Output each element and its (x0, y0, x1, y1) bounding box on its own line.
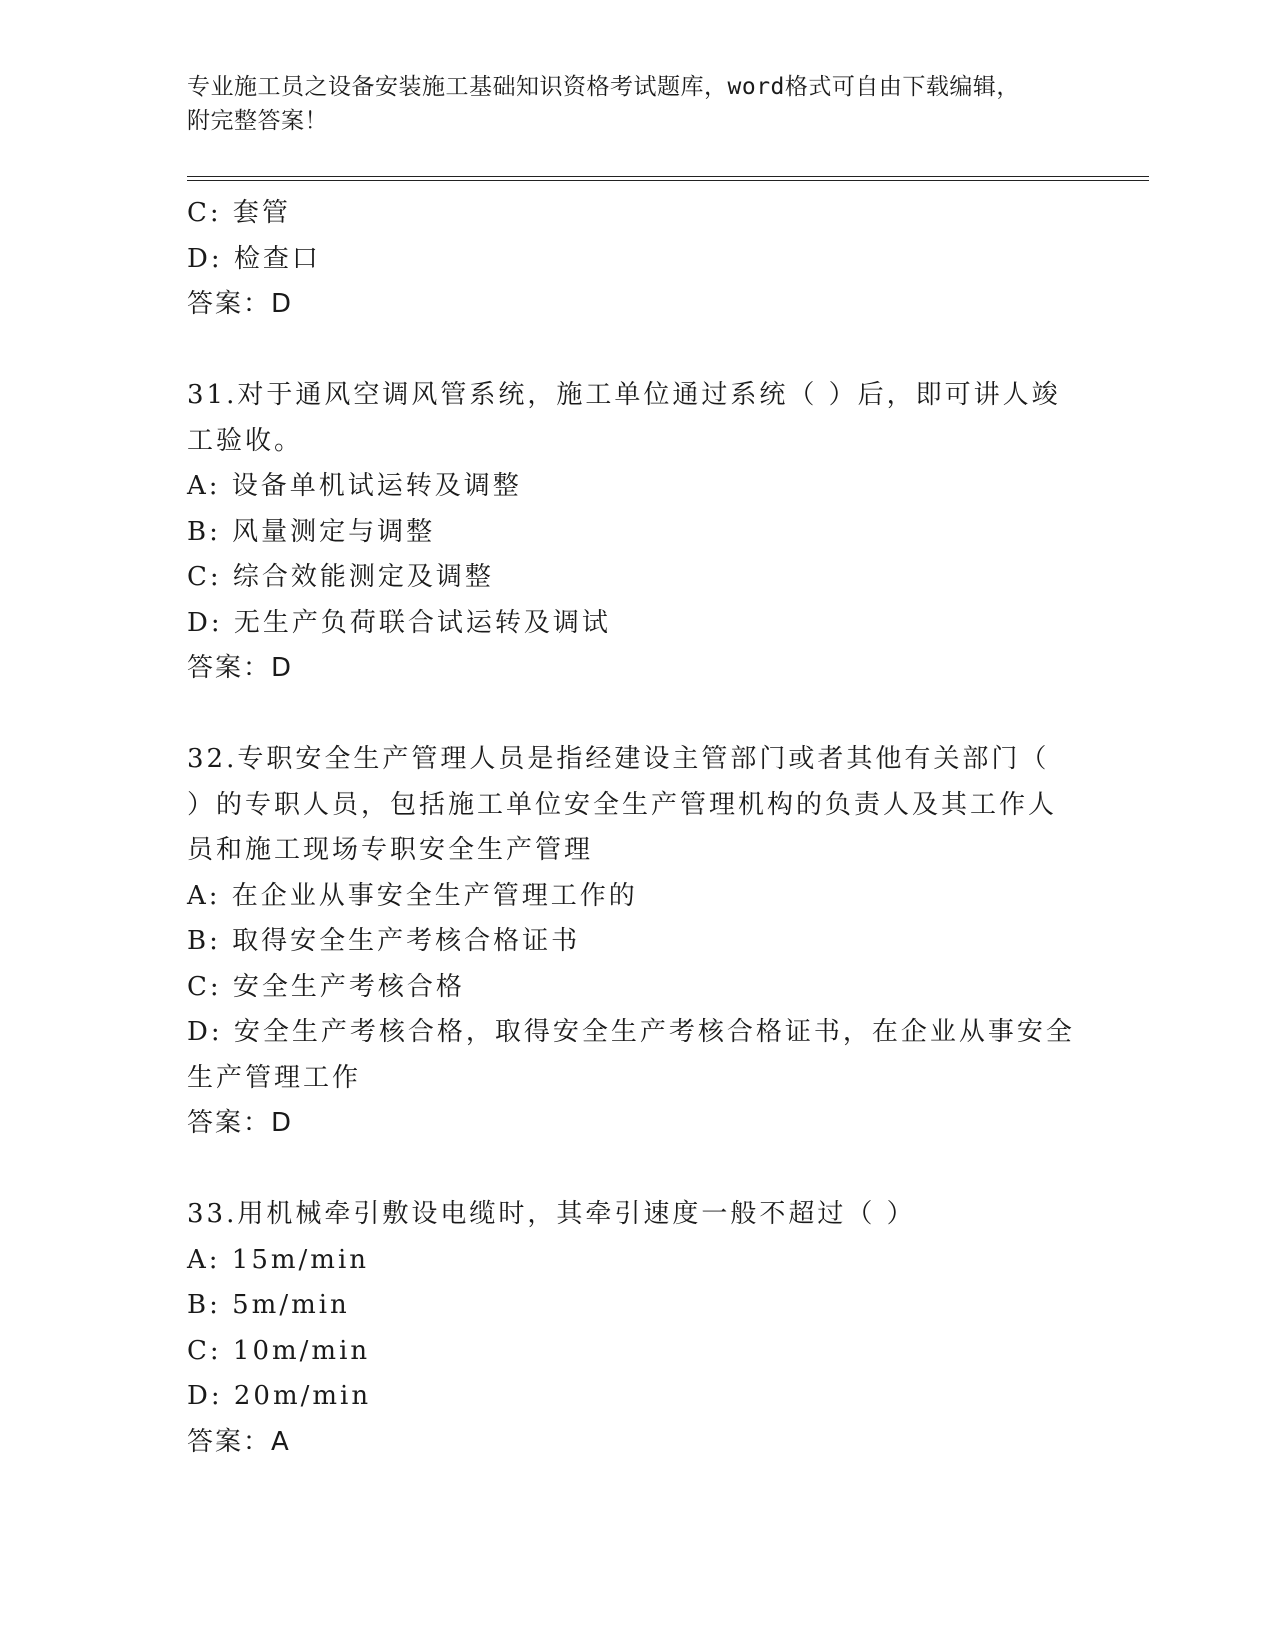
question-32-stem-line-3: 员和施工现场专职安全生产管理 (187, 835, 594, 865)
question-32-option-d: D: 安全生产考核合格，取得安全生产考核合格证书，在企业从事安全 (187, 1017, 1075, 1047)
question-32-option-b: B: 取得安全生产考核合格证书 (187, 926, 581, 956)
spacer (187, 328, 1147, 374)
question-33-answer: 答案：A (187, 1426, 291, 1457)
document-page (187, 70, 1147, 1465)
question-31-option-b: B: 风量测定与调整 (187, 516, 436, 547)
question-33-stem: 33.用机械牵引敷设电缆时，其牵引速度一般不超过（ ） (187, 1199, 916, 1229)
question-31-option-c: C: 综合效能测定及调整 (187, 562, 494, 592)
answer-line: 答案：D (187, 289, 294, 319)
question-31-answer: 答案：D (187, 653, 294, 683)
question-32-option-a: A: 在企业从事安全生产管理工作的 (187, 880, 638, 911)
question-33-option-c: C: 10m/min (187, 1335, 371, 1366)
question-32-option-d-cont: 生产管理工作 (187, 1062, 362, 1093)
question-32-stem-line-2: ）的专职人员，包括施工单位安全生产管理机构的负责人及其工作人 (187, 789, 1058, 820)
question-32-stem-line-1: 32.专职安全生产管理人员是指经建设主管部门或者其他有关部门（ (187, 744, 1050, 774)
header-line-1: 专业施工员之设备安装施工基础知识资格考试题库，word格式可自由下载编辑， (187, 74, 1020, 100)
question-33-option-d: D: 20m/min (187, 1381, 372, 1411)
spacer (187, 1147, 1147, 1193)
option-c: C: 套管 (187, 198, 291, 228)
spacer (187, 692, 1147, 738)
question-31-stem-line-1: 31.对于通风空调风管系统，施工单位通过系统（ ）后，即可讲人竣 (187, 380, 1061, 410)
question-33-option-b: B: 5m/min (187, 1290, 350, 1320)
question-31-option-a: A: 设备单机试运转及调整 (187, 471, 522, 501)
question-32-option-c: C: 安全生产考核合格 (187, 971, 465, 1002)
question-31-stem-line-2: 工验收。 (187, 425, 304, 456)
question-32-answer: 答案：D (187, 1108, 294, 1138)
question-31-option-d: D: 无生产负荷联合试运转及调试 (187, 607, 611, 638)
header-line-2: 附完整答案！ (187, 108, 328, 134)
document-body (187, 191, 1147, 1465)
question-33-option-a: A: 15m/min (187, 1244, 370, 1275)
option-d: D: 检查口 (187, 243, 321, 274)
header-double-rule (187, 176, 1149, 181)
